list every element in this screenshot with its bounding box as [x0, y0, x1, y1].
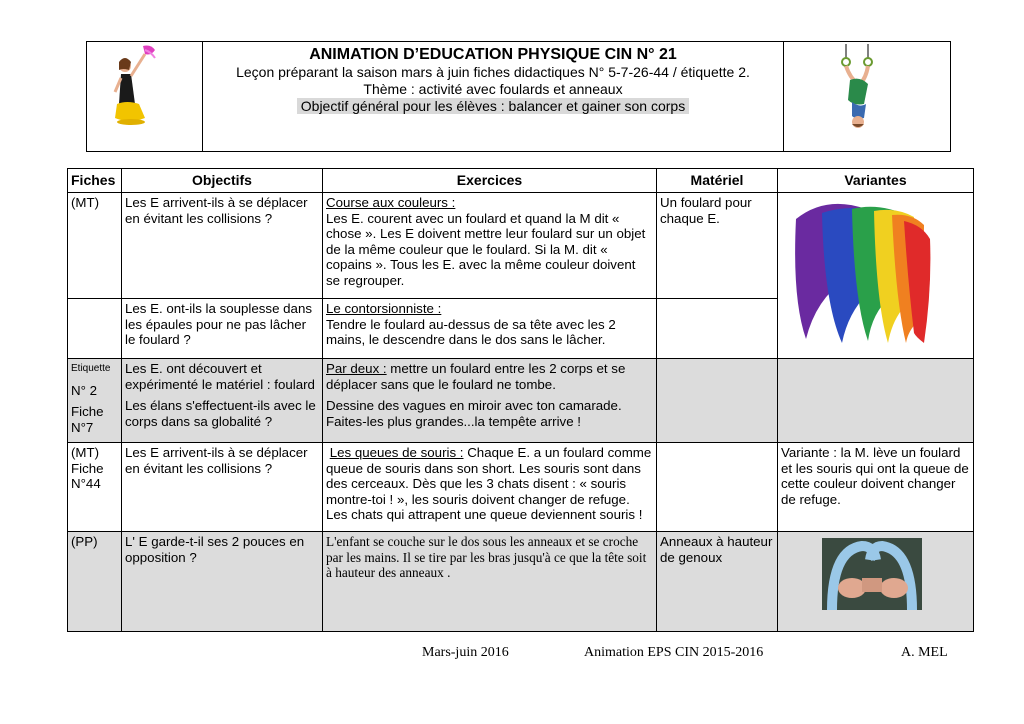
table-row	[68, 532, 974, 632]
fiche-ref: Fiche N°7	[71, 404, 104, 435]
col-header-materiel: Matériel	[657, 169, 778, 193]
lesson-table	[67, 168, 974, 632]
rings-hands-image	[822, 538, 922, 610]
table-header-row	[68, 169, 974, 193]
materiel-cell: Anneaux à hauteur de genoux	[657, 532, 778, 632]
fiche-cell: (MT) Fiche N°44	[68, 443, 122, 532]
fiche-cell: (MT)	[68, 193, 122, 299]
header-lesson-line: Leçon préparant la saison mars à juin fiches didactiques N° 5-7-26-44 / étiquette 2.	[236, 64, 750, 80]
col-header-exercices: Exercices	[323, 169, 657, 193]
page-title: ANIMATION D’EDUCATION PHYSIQUE CIN N° 21	[309, 46, 677, 63]
materiel-cell	[657, 299, 778, 359]
header-objective-text: Objectif général pour les élèves : balancer et gainer son corps	[297, 98, 689, 114]
header-theme-line: Thème : activité avec foulards et anneaux	[363, 81, 623, 97]
variante-cell: Variante : la M. lève un foulard et les souris qui ont la queue de cette couleur doivent changer de refuge.	[778, 443, 974, 532]
header-box	[86, 41, 951, 152]
exercice-cell	[323, 359, 657, 443]
header-title-cell	[203, 42, 784, 151]
exercice-cell	[323, 299, 657, 359]
fiche-cell: (PP)	[68, 532, 122, 632]
footer-author: A. MEL	[901, 645, 948, 660]
fiche-number: N° 2	[71, 382, 98, 398]
header-left-cell	[87, 42, 203, 151]
exercice-text: Chaque E. a un foulard comme queue de souris dans son short. Les souris sont dans des cerceaux. Dès que les 3 chats disent : « souris montre-toi ! », les souris doivent changer de refuge. Les chats qui attrapent une queue deviennent souris !	[326, 445, 652, 522]
objectif-cell: Les E. ont-ils la souplesse dans les épaules pour ne pas lâcher le foulard ?	[122, 299, 323, 359]
variante-cell	[778, 359, 974, 443]
table-row	[68, 359, 974, 443]
exercice-cell	[323, 443, 657, 532]
fiche-cell	[68, 299, 122, 359]
girl-with-scarf-image	[109, 44, 169, 126]
table-row	[68, 193, 974, 299]
exercice-text-2: Dessine des vagues en miroir avec ton camarade. Faites-les plus grandes...la tempête arrive !	[326, 398, 622, 429]
header-right-cell	[784, 42, 950, 151]
table-row	[68, 443, 974, 532]
boy-on-rings-image	[828, 44, 888, 130]
fiche-cell	[68, 359, 122, 443]
objectif-cell	[122, 359, 323, 443]
exercice-title: Par deux :	[326, 361, 387, 376]
exercice-text: Tendre le foulard au-dessus de sa tête avec les 2 mains, le descendre dans le dos sans le lâcher.	[326, 316, 616, 347]
materiel-cell	[657, 359, 778, 443]
objectif-cell: Les E arrivent-ils à se déplacer en évitant les collisions ?	[122, 193, 323, 299]
objectif-text-a: Les E. ont découvert et expérimenté le matériel : foulard	[125, 361, 315, 392]
footer-date: Mars-juin 2016	[422, 645, 509, 660]
exercice-cell: L'enfant se couche sur le dos sous les anneaux et se croche par les mains. Il se tire par les bras jusqu'à ce que la tête soit à hauteur des anneaux .	[323, 532, 657, 632]
variante-cell	[778, 532, 974, 632]
materiel-cell	[657, 443, 778, 532]
materiel-cell: Un foulard pour chaque E.	[657, 193, 778, 299]
rainbow-scarves-image	[792, 199, 934, 347]
col-header-variantes: Variantes	[778, 169, 974, 193]
exercice-title: Course aux couleurs :	[326, 195, 456, 210]
exercice-cell	[323, 193, 657, 299]
exercice-text: mettre un foulard entre les 2 corps et se déplacer sans que le foulard ne tombe.	[326, 361, 626, 392]
exercice-text: Les E. courent avec un foulard et quand la M dit « chose ». Les E doivent mettre leur foulard sur un objet de la même couleur que le foulard. Si la M. dit « copains ». Tous les E. avec la même couleur doivent se regrouper.	[326, 210, 646, 288]
exercice-title: Le contorsionniste :	[326, 301, 442, 316]
header-objective-line	[203, 98, 783, 115]
objectif-text-b: Les élans s'effectuent-ils avec le corps dans sa globalité ?	[125, 398, 316, 429]
col-header-fiches: Fiches	[68, 169, 122, 193]
col-header-objectifs: Objectifs	[122, 169, 323, 193]
exercice-title: Les queues de souris :	[329, 445, 464, 460]
variante-cell	[778, 193, 974, 359]
fiche-etiquette: Etiquette	[71, 363, 111, 374]
objectif-cell: Les E arrivent-ils à se déplacer en évitant les collisions ?	[122, 443, 323, 532]
objectif-cell: L' E garde-t-il ses 2 pouces en opposition ?	[122, 532, 323, 632]
footer-center: Animation EPS CIN 2015-2016	[584, 645, 764, 660]
